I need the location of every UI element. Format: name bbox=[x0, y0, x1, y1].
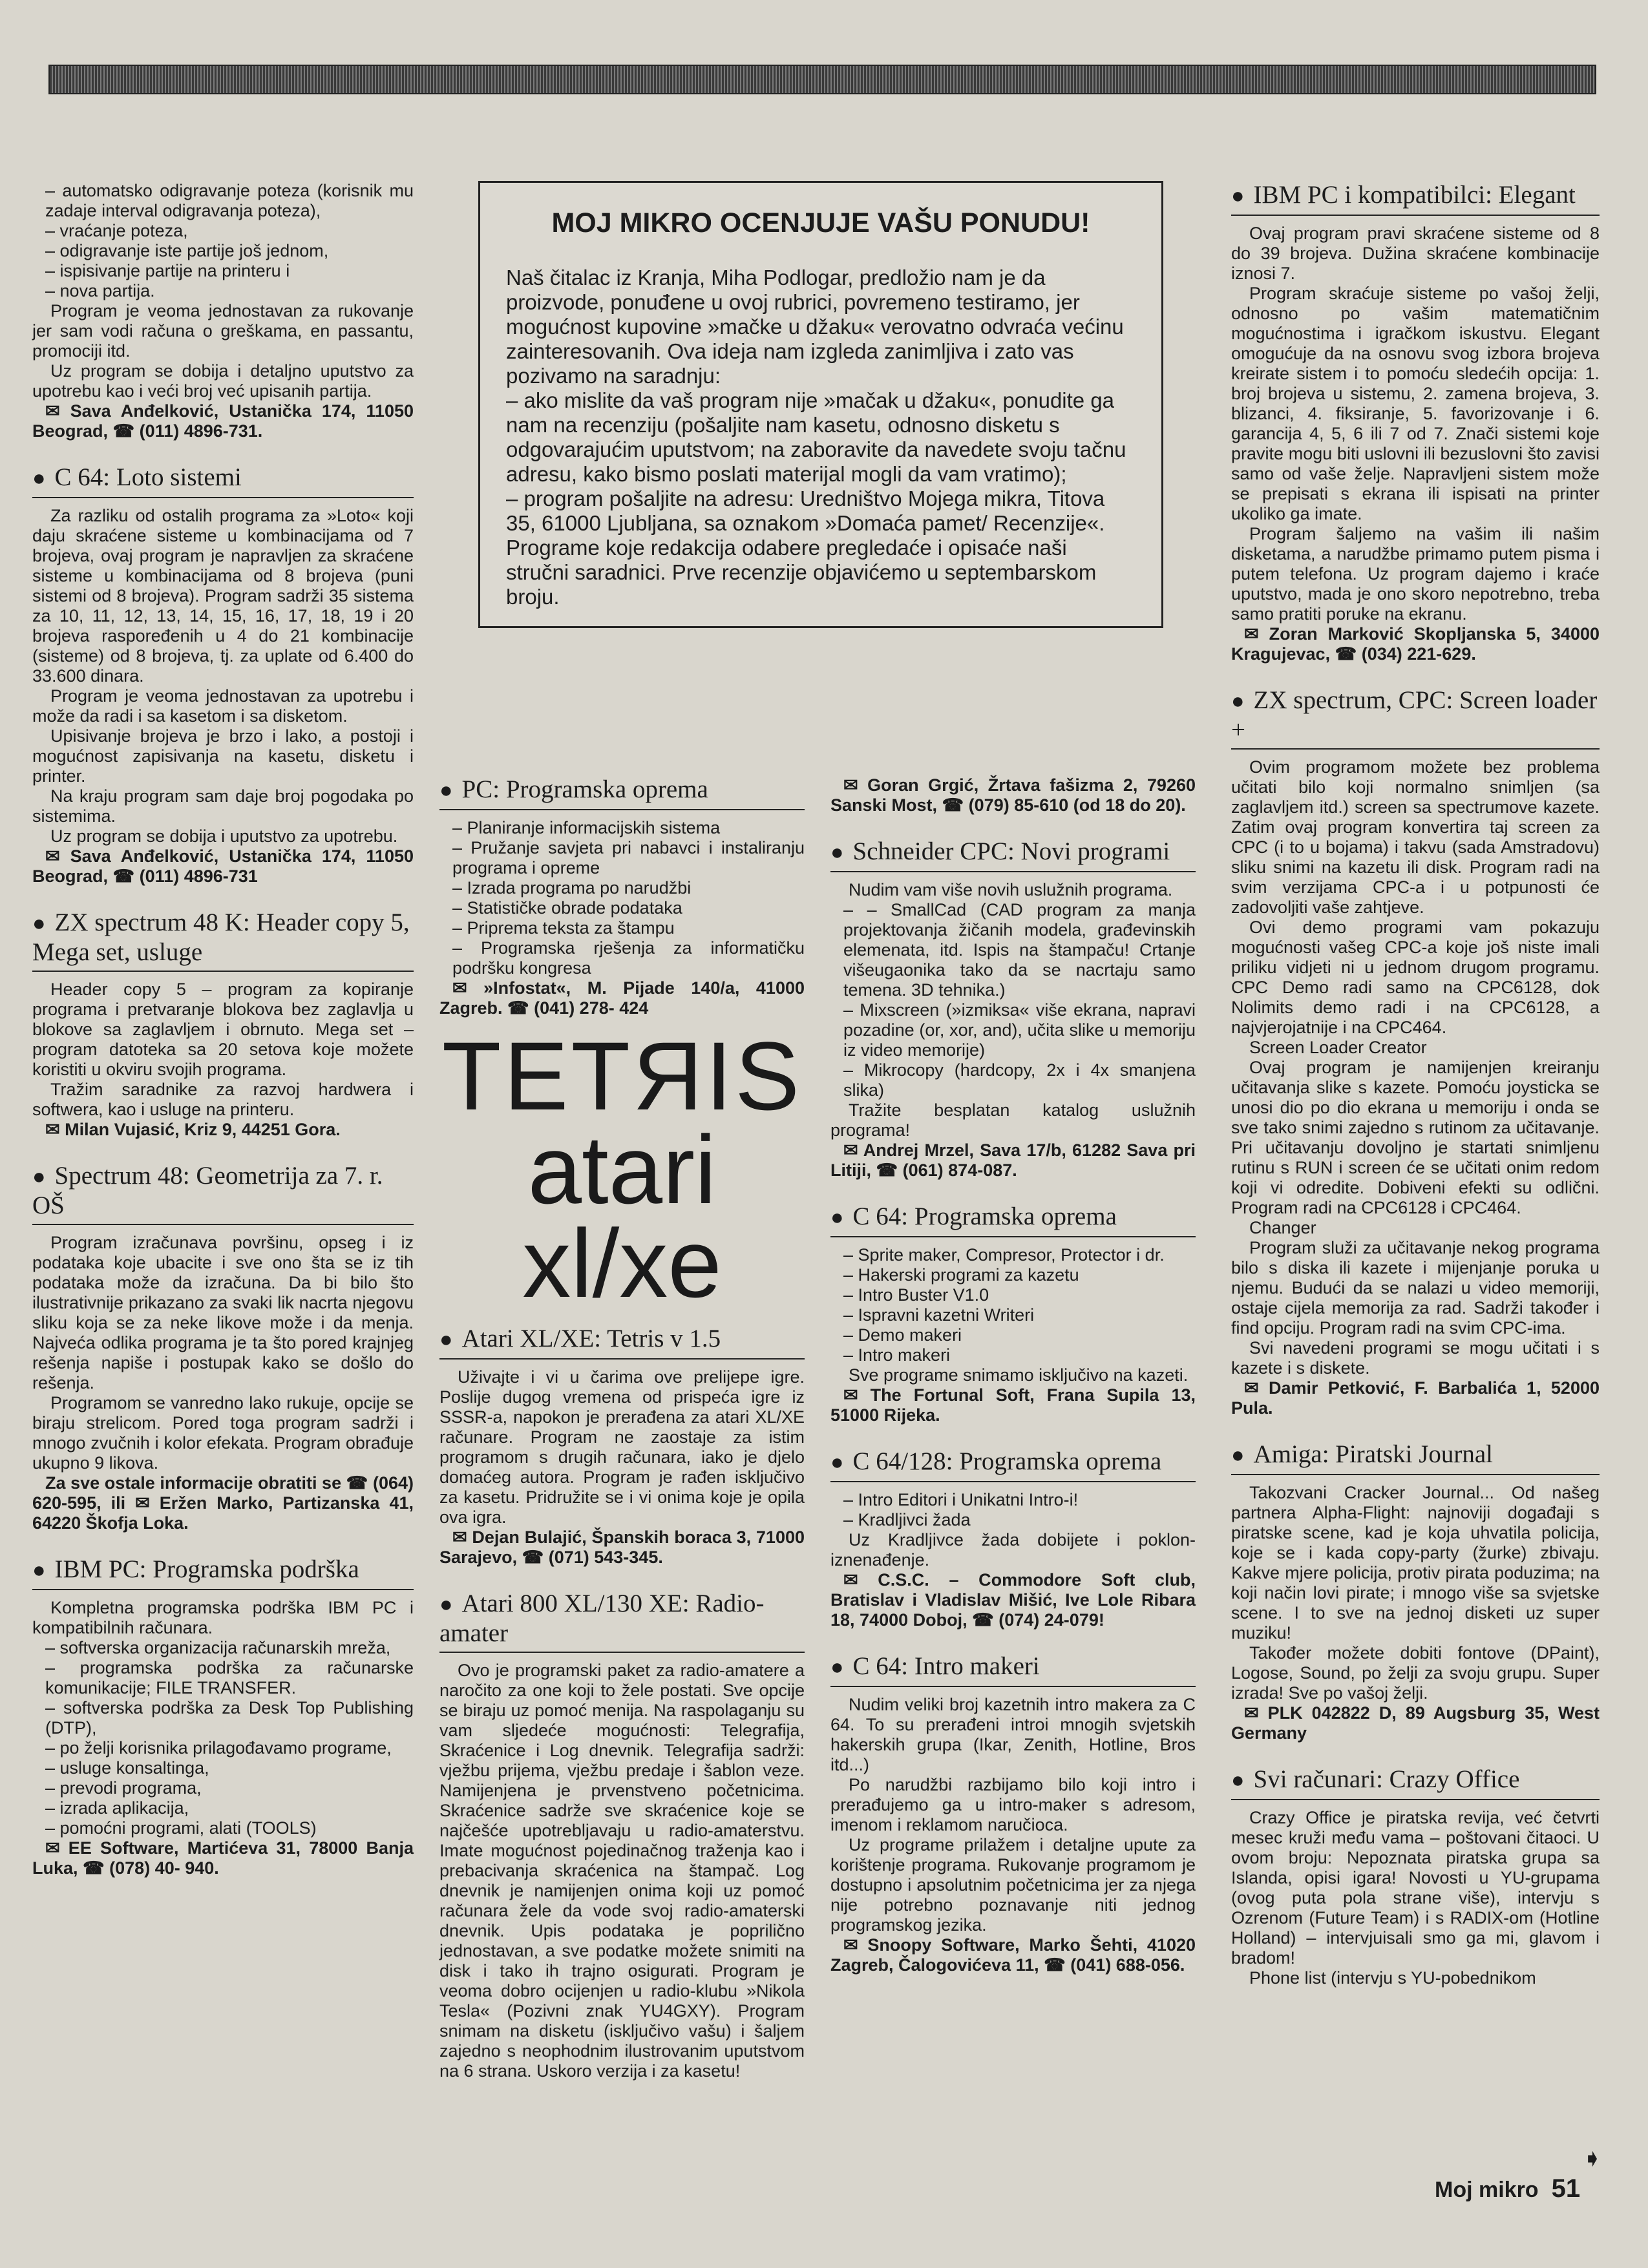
article-contact: ✉ PLK 042822 D, 89 Augsburg 35, West Germany bbox=[1231, 1703, 1600, 1743]
article-paragraph: Uz Kradljivce žada dobijete i poklon-iznenađenje. bbox=[830, 1530, 1196, 1570]
column-1-sections bbox=[32, 463, 414, 1878]
article-paragraph: Ovaj program pravi skraćene sisteme od 8 do 39 brojeva. Dužina skraćene kombinacije iznosi 7. bbox=[1231, 224, 1600, 283]
column-2a-sections-2 bbox=[439, 1325, 805, 2081]
article-title-text: Spectrum 48: Geometrija za 7. r. OŠ bbox=[32, 1162, 383, 1219]
article-title bbox=[439, 1590, 805, 1653]
article-section bbox=[1231, 686, 1600, 1418]
article-title bbox=[1231, 1765, 1600, 1800]
article-title bbox=[32, 463, 414, 498]
bullet-icon: ● bbox=[830, 1206, 844, 1230]
article-paragraph: Program izračunava površinu, opseg i iz podataka koje ubacite i sve ono šta se iz tih podataka može da izračuna. Da bi bilo što ilustrativnije prikazano za svaki lik nacrta njegovu sliku koja se za neke likove može i da menja. Najveća odlika programa je ta što pored krajnjeg rešenja napiše i postupak kako se došlo do rešenja. bbox=[32, 1233, 414, 1392]
article-contact: ✉ EE Software, Martićeva 31, 78000 Banja Luka, ☎ (078) 40- 940. bbox=[32, 1838, 414, 1878]
article-contact: ✉ Sava Anđelković, Ustanička 174, 11050 Beograd, ☎ (011) 4896-731 bbox=[32, 846, 414, 886]
article-paragraph: – Kradljivci žada bbox=[843, 1510, 971, 1529]
article-paragraph: – prevodi programa, bbox=[45, 1778, 202, 1798]
tetris-logo-line-1: TETЯIS bbox=[441, 1022, 803, 1130]
article-paragraph: Crazy Office je piratska revija, već četvrti mesec kruži među vama – poštovani čitaoci. U ovom broju: Nepoznata piratska grupa sa Islanda, opisi igara! Novosti u YU-grupama (ovog puta pola strane više), intervju s Ozrenom (Future Team) i s RADIX-om (Hotline Holland) – intervjuisali smo ga mi, glavom i bradom! bbox=[1231, 1808, 1600, 1968]
article-paragraph: – softverska podrška za Desk Top Publishing (DTP), bbox=[45, 1698, 414, 1738]
article-body bbox=[439, 1661, 805, 2081]
notice-body bbox=[506, 266, 1136, 609]
article-paragraph: Programom se vanredno lako rukuje, opcije se biraju strelicom. Pored toga program sadrži i mnogo zvučnih i kolor efekata. Program obrađuje ukupno 9 likova. bbox=[32, 1393, 414, 1473]
article-paragraph: – Programska rješenja za informatičku podršku kongresa bbox=[452, 938, 805, 978]
article-title-text: C 64: Loto sistemi bbox=[54, 463, 242, 491]
article-body bbox=[1231, 1483, 1600, 1743]
article-paragraph: Changer bbox=[1249, 1218, 1316, 1237]
bullet-icon: ● bbox=[830, 1655, 844, 1679]
bullet-icon: ● bbox=[32, 912, 46, 936]
article-body bbox=[32, 1233, 414, 1533]
article-body bbox=[830, 1490, 1196, 1630]
intro-line: – automatsko odigravanje poteza (korisnik mu zadaje interval odigravanja poteza), bbox=[45, 181, 414, 220]
article-contact: ✉ C.S.C. – Commodore Soft club, Bratislav i Vladislav Mišić, Ive Lole Ribara 18, 74000 Doboj, ☎ (074) 24-079! bbox=[830, 1570, 1196, 1630]
column-2b bbox=[830, 750, 1196, 1984]
article-paragraph: Uživajte i vi u čarima ove prelijepe igre. Poslije dugog vremena od prispeća igre iz SSSR-a, napokon je prerađena za atari XL/XE računare. Program ne zaostaje za istim programom s drugih računara, iako je djelo domaćeg autora. Program je rađen isključivo za kasetu. Pridružite se i vi onima koje je opila ova igra. bbox=[439, 1367, 805, 1527]
notice-paragraph: Naš čitalac iz Kranja, Miha Podlogar, predložio nam je da proizvode, ponuđene u ovoj rubrici, povremeno testiramo, jer mogućnost kupovine »mačke u džaku« verovatno odvraća većinu zainteresovanih. Ova ideja nam izgleda zanimljiva i zato vas pozivamo na saradnju: bbox=[506, 266, 1124, 388]
article-paragraph: Na kraju program sam daje broj pogodaka po sistemima. bbox=[32, 786, 414, 826]
bullet-icon: ● bbox=[830, 841, 844, 865]
notice-title: MOJ MIKRO OCENJUJE VAŠU PONUDU! bbox=[551, 207, 1090, 238]
article-title bbox=[1231, 686, 1600, 750]
article-section bbox=[439, 1325, 805, 1568]
article-contact: ✉ Dejan Bulajić, Španskih boraca 3, 71000 Sarajevo, ☎ (071) 543-345. bbox=[439, 1528, 805, 1567]
article-body bbox=[1231, 224, 1600, 664]
article-paragraph: Nudim veliki broj kazetnih intro makera za C 64. To su prerađeni introi mnogih svjetskih hakerskih grupa (Ikar, Zenith, Hotline, Bros itd...) bbox=[830, 1695, 1196, 1774]
article-section bbox=[1231, 1765, 1600, 1988]
page-footer bbox=[1435, 2174, 1580, 2203]
article-paragraph: – Pripremа teksta za štampu bbox=[452, 918, 675, 938]
article-paragraph: Također možete dobiti fontove (DPaint), Logose, Sound, po želji za svoju grupu. Super izrada! Sve po vašoj želji. bbox=[1231, 1643, 1600, 1703]
article-body bbox=[830, 1695, 1196, 1975]
tetris-logo-line-3: xl/xe bbox=[522, 1209, 722, 1318]
article-section bbox=[830, 1652, 1196, 1975]
article-paragraph: Program skraćuje sisteme po vašoj želji, odnosno po vašim matematičnim mogućnostima i igračkom iskustvu. Elegant omogućuje da na osnovu svog izbora brojeva kreirate sistem i to pomoću sledećih opcija: 1. broj brojeva u sistemu, 2. zamena brojeva, 3. blizanci, 4. fiksiranje, 5. favorizovanje i 6. garancija 4, 5, 6 ili 7 od 7. Znači sistemi koje pravite mogu biti uslovni ili bezuslovni što zavisi samo od vaše želje. Napravljeni sistem može se prepisati s ekrana ili ispisati na printer ukoliko ga imate. bbox=[1231, 284, 1600, 523]
intro-paragraph: Uz program se dobija i detaljno uputstvo za upotrebu kao i veći broj već upisanih partija. bbox=[32, 361, 414, 401]
article-title-text: Schneider CPC: Novi programi bbox=[852, 837, 1170, 865]
bullet-icon: ● bbox=[32, 467, 46, 490]
article-paragraph: Svi navedeni programi se mogu učitati i s kazete i s diskete. bbox=[1231, 1338, 1600, 1378]
article-title-text: Atari XL/XE: Tetris v 1.5 bbox=[461, 1325, 721, 1352]
article-paragraph: – Intro makeri bbox=[843, 1345, 951, 1365]
article-body bbox=[1231, 757, 1600, 1418]
intro-block bbox=[32, 181, 414, 441]
article-contact: Za sve ostale informacije obratiti se ☎ (064) 620-595, ili ✉ Eržen Marko, Partizanska 41, 64220 Škofja Loka. bbox=[32, 1473, 414, 1533]
article-section bbox=[830, 1447, 1196, 1630]
intro-line: – vraćanje poteza, bbox=[45, 221, 188, 240]
bullet-icon: ● bbox=[830, 1451, 844, 1475]
intro-line: – odigravanje iste partije još jednom, bbox=[45, 241, 329, 260]
top-decorative-bar bbox=[48, 65, 1596, 94]
article-paragraph: Sve programe snimamo isključivo na kazeti. bbox=[849, 1365, 1188, 1385]
article-paragraph: – Pružanje savjeta pri nabavci i instaliranju programa i opreme bbox=[452, 838, 805, 877]
article-paragraph: Upisivanje brojeva je brzo i lako, a postoji i mogućnost zapisivanja na kasetu, disketu i printer. bbox=[32, 726, 414, 786]
article-title-text: ZX spectrum 48 K: Header copy 5, Mega set, usluge bbox=[32, 908, 410, 966]
intro-line: – nova partija. bbox=[45, 281, 155, 300]
article-body bbox=[830, 880, 1196, 1181]
article-paragraph: Po narudžbi razbijamo bilo koji intro i prerađujemo ga u intro-maker s adresom, imenom i reklamom naručioca. bbox=[830, 1775, 1196, 1834]
article-section bbox=[830, 1202, 1196, 1425]
article-paragraph: – Statističke obrade podataka bbox=[452, 898, 682, 918]
article-contact: ✉ Andrej Mrzel, Sava 17/b, 61282 Sava pri Litiji, ☎ (061) 874-087. bbox=[830, 1140, 1196, 1180]
article-paragraph: Header copy 5 – program za kopiranje programa i pretvaranje blokova bez zaglavlja u blokove sa zaglavljem i obrnuto. Mega set – program datoteka sa 20 setova koje možete koristiti u okviru svojih programa. bbox=[32, 980, 414, 1079]
article-paragraph: – Demo makeri bbox=[843, 1325, 962, 1345]
tetris-logo-line-2: atari bbox=[527, 1115, 717, 1224]
column-2a bbox=[439, 750, 805, 2090]
article-paragraph: – Intro Editori i Unikatni Intro-i! bbox=[843, 1490, 1079, 1509]
article-body bbox=[32, 506, 414, 887]
article-title bbox=[32, 1162, 414, 1225]
article-title-text: C 64: Intro makeri bbox=[852, 1652, 1040, 1680]
article-title-text: C 64: Programska oprema bbox=[852, 1202, 1117, 1230]
article-paragraph: – Intro Buster V1.0 bbox=[843, 1285, 989, 1305]
article-paragraph: – Ispravni kazetni Writeri bbox=[843, 1305, 1035, 1325]
intro-paragraph: Program je veoma jednostavan za rukovanje jer sam vodi računa o greškama, en passantu, promociji itd. bbox=[32, 301, 414, 361]
article-paragraph: – Planiranje informacijskih sistema bbox=[452, 818, 721, 837]
article-title-text: ZX spectrum, CPC: Screen loader + bbox=[1231, 686, 1598, 744]
bullet-icon: ● bbox=[1231, 1769, 1245, 1792]
bullet-icon: ● bbox=[1231, 184, 1245, 208]
article-body bbox=[32, 1598, 414, 1878]
article-paragraph: Program služi za učitavanje nekog programa bilo s diska ili kazete i mijenjanje poruka u njemu. Budući da se nalazi u video memoriji, ostaje cijela memorija za rad. Sadrži također i find opciju. Program radi na svim CPC-ima. bbox=[1231, 1238, 1600, 1338]
article-title-text: Svi računari: Crazy Office bbox=[1253, 1765, 1520, 1793]
article-contact: ✉ »Infostat«, M. Pijade 140/a, 41000 Zagreb. ☎ (041) 278- 424 bbox=[439, 978, 805, 1018]
column-4 bbox=[1231, 181, 1600, 1997]
article-paragraph: – pomoćni programi, alati (TOOLS) bbox=[45, 1818, 317, 1838]
continue-arrow-icon: ➧ bbox=[1582, 2145, 1603, 2172]
notice-paragraph: Programe koje redakcija odabere pregledaće i opisaće naši stručni saradnici. Prve recenzije objavićemo u septembarskom broju. bbox=[506, 536, 1097, 609]
bullet-icon: ● bbox=[439, 1593, 453, 1617]
article-paragraph: – izrada aplikacija, bbox=[45, 1798, 189, 1818]
article-title bbox=[830, 1447, 1196, 1482]
article-section bbox=[32, 908, 414, 1140]
article-title-text: Amiga: Piratski Journal bbox=[1253, 1440, 1494, 1468]
article-body bbox=[439, 818, 805, 1018]
article-title bbox=[439, 775, 805, 810]
article-paragraph: Screen Loader Creator bbox=[1249, 1038, 1427, 1057]
article-title bbox=[1231, 181, 1600, 216]
article-section bbox=[830, 837, 1196, 1181]
article-paragraph: Ovo je programski paket za radio-amatere a naročito za one koji to žele postati. Sve opcije se biraju uz pomoć menija. Na raspolaganju su vam sljedeće mogućnosti: Telegrafija, Skraćenice i Log dnevnik. Telegrafija sadrži: vježbu prijema, vježbu predaje i šablon veze. Namijenjena je prvenstveno početnicima. Skraćenice sadrže sve skraćenice koje se najčešće upotrebljavaju u radio-amaterstvu. Imate mogućnost pojedinačnog traženja kao i prebacivanja skraćenica na štampač. Log dnevnik je namijenjen onima koji uz pomoć računara žele da vode svoj radio-amaterski dnevnik. Upis podataka je poprilično jednostavan, a sve podatke možete snimiti na disk i tako ih trajno osigurati. Program je veoma dobro ocijenjen u radio-klubu »Nikola Tesla« (Pozivni znak YU4GXY). Program snimam na disketu (isključivo vašu) i šaljem zajedno s neophodnim ilustrovanim uputstvom na 6 strana. Uskoro verzija i za kasetu! bbox=[439, 1661, 805, 2081]
article-paragraph: Kompletna programska podrška IBM PC i kompatibilnih računara. bbox=[32, 1598, 414, 1637]
article-paragraph: Uz program se dobija i uputstvo za upotrebu. bbox=[50, 826, 398, 846]
article-title bbox=[830, 1652, 1196, 1687]
article-paragraph: – Mixscreen (»izmiksa« više ekrana, napravi pozadine (or, xor, and), učita slike u memoriju iz video memorije) bbox=[843, 1000, 1196, 1060]
article-paragraph: Ovim programom možete bez problema učitati bilo koji normalno snimljen (sa zaglavljem itd.) screen sa spectrumove kazete. Zatim ovaj program konvertira taj screen za CPC (i to u bojama) i takvu (sada Amstradovu) sliku snimi na kazetu ili disk. Program radi na svim verzijama CPC-a i u potpunosti će zadovoljiti vaše zahtjeve. bbox=[1231, 757, 1600, 917]
notice-paragraph: – ako mislite da vaš program nije »mačak u džaku«, ponudite ga nam na recenziju (pošaljite nam kasetu, odnosno disketu s odgovarajućim uputstvom; na zaboravite da navedete svoju tačnu adresu, kako bismo poslati materijal mogli da vam vratimo); bbox=[506, 388, 1126, 486]
article-paragraph: Ovaj program je namijenjen kreiranju učitavanja slike s kazete. Pomoću joysticka se unosi dio po dio ekrana u memoriju i onda se sve tako snimi zajedno s rutinom za učitavanje. Pri učitavanju dovoljno je startati snimljenu rutinu s RUN i screen će se učitati onim redom koji vi odredite. Dobiveni efekti su odlični. Program radi na CPC6128 i CPC464. bbox=[1231, 1058, 1600, 1217]
article-paragraph: – softverska organizacija računarskih mreža, bbox=[45, 1638, 391, 1657]
article-body bbox=[439, 1367, 805, 1568]
article-paragraph: – Izrada programa po narudžbi bbox=[452, 878, 692, 898]
top-contact: ✉ Goran Grgić, Žrtava fašizma 2, 79260 Sanski Most, ☎ (079) 85-610 (od 18 do 20). bbox=[830, 775, 1196, 815]
article-paragraph: Program šaljemo na vašim ili našim disketama, a narudžbe primamo putem pisma i putem telefona. Uz program dajemo i kraće uputstvo, mada je ono skoro nepotrebno, treba samo pratiti poruke na ekranu. bbox=[1231, 524, 1600, 624]
article-section bbox=[1231, 1440, 1600, 1743]
intro-contact: ✉ Sava Anđelković, Ustanička 174, 11050 Beograd, ☎ (011) 4896-731. bbox=[32, 401, 414, 441]
article-body bbox=[32, 980, 414, 1140]
column-4-sections bbox=[1231, 181, 1600, 1988]
article-paragraph: – Mikrocopy (hardcopy, 2x i 4x smanjena slika) bbox=[843, 1060, 1196, 1100]
article-paragraph: – Sprite maker, Compresor, Protector i dr. bbox=[843, 1245, 1165, 1265]
article-paragraph: Nudim vam više novih uslužnih programa. bbox=[849, 880, 1173, 899]
article-section bbox=[32, 1162, 414, 1533]
article-title bbox=[439, 1325, 805, 1360]
article-title-text: IBM PC: Programska podrška bbox=[54, 1555, 359, 1583]
article-paragraph: Ovi demo programi vam pokazuju mogućnosti vašeg CPC-a koje još niste imali priliku vidjeti ni u jednom drugom programu. CPC Demo radi samo na CPC6128, dok Nolimits demo radi i na CPC6128, a najvjerojatnije i na CPC464. bbox=[1231, 918, 1600, 1037]
bullet-icon: ● bbox=[32, 1165, 46, 1189]
article-paragraph: – usluge konsaltinga, bbox=[45, 1758, 209, 1778]
article-section bbox=[32, 463, 414, 887]
column-2a-sections bbox=[439, 775, 805, 1018]
article-section bbox=[439, 775, 805, 1018]
article-title bbox=[32, 908, 414, 972]
column-2 bbox=[439, 181, 1196, 2081]
intro-line: – ispisivanje partije na printeru i bbox=[45, 261, 290, 280]
column-1 bbox=[32, 181, 414, 1887]
magazine-name: Moj mikro bbox=[1435, 2178, 1539, 2202]
page-number: 51 bbox=[1551, 2174, 1581, 2203]
article-paragraph: Tražim saradnike za razvoj hardwera i softwera, kao i usluge na printeru. bbox=[32, 1080, 414, 1119]
article-body bbox=[830, 1245, 1196, 1425]
article-title-text: PC: Programska oprema bbox=[461, 775, 708, 803]
article-contact: ✉ The Fortunal Soft, Frana Supila 13, 51000 Rijeka. bbox=[830, 1385, 1196, 1425]
article-paragraph: Phone list (intervju s YU-pobednikom bbox=[1249, 1968, 1536, 1988]
article-paragraph: – po želji korisnika prilagođavamo programe, bbox=[45, 1738, 392, 1758]
article-title-text: IBM PC i kompatibilci: Elegant bbox=[1253, 181, 1576, 209]
article-paragraph: – Hakerski programi za kazetu bbox=[843, 1265, 1079, 1285]
tetris-logo bbox=[439, 1022, 805, 1318]
article-title bbox=[32, 1555, 414, 1590]
article-contact: ✉ Milan Vujasić, Kriz 9, 44251 Gora. bbox=[45, 1120, 341, 1139]
article-paragraph: Za razliku od ostalih programa za »Loto« koji daju skraćene sisteme u kombinacijama od 7 brojeva, ovaj program je napravljen za skraćene sisteme u kombinacijama od 8 brojeva (puni sistemi od 8 brojeva). Program sadrži 35 sistema za 10, 11, 12, 13, 14, 15, 16, 17, 18, 19 i 20 brojeva raspoređenih u 4 do 21 kombinacije (sisteme) od 8 brojeva, tj. za uplate od 6.400 do 33.600 dinara. bbox=[32, 506, 414, 686]
article-contact: ✉ Damir Petković, F. Barbalića 1, 52000 Pula. bbox=[1231, 1378, 1600, 1418]
article-title bbox=[830, 1202, 1196, 1237]
article-title bbox=[1231, 1440, 1600, 1475]
notice-paragraph: – program pošaljite na adresu: Uredništvo Mojega mikra, Titova 35, 61000 Ljubljana, sa oznakom »Domaća pamet/ Recenzije«. bbox=[506, 487, 1105, 535]
article-paragraph: – programska podrška za računarske komunikacije; FILE TRANSFER. bbox=[45, 1658, 414, 1697]
bullet-icon: ● bbox=[1231, 1444, 1245, 1467]
article-paragraph: Uz programe prilažem i detaljne upute za korištenje programa. Rukovanje programom je dostupno i apsolutnim početnicima jer za njega nije potrebno poznavanje niti jednog programskog jezika. bbox=[830, 1835, 1196, 1935]
article-contact: ✉ Zoran Marković Skopljanska 5, 34000 Kragujevac, ☎ (034) 221-629. bbox=[1231, 624, 1600, 664]
article-paragraph: Takozvani Cracker Journal... Od našeg partnera Alpha-Flight: najnoviji događaji s piratske scene, kad je koja uhvatila policija, koje se i kada copy-party (žurke) zbivaju. Kakve mjere policija, protiv pirata poduzima; na koji način lovi pirate; i mnogo više sa svjetske scene. I to sve na jednoj disketi uz super muziku! bbox=[1231, 1483, 1600, 1643]
article-section bbox=[439, 1590, 805, 2081]
bullet-icon: ● bbox=[32, 1559, 46, 1582]
article-title-text: C 64/128: Programska oprema bbox=[852, 1447, 1162, 1475]
article-title-text: Atari 800 XL/130 XE: Radio-amater bbox=[439, 1590, 765, 1647]
article-body bbox=[1231, 1808, 1600, 1988]
notice-box bbox=[478, 181, 1163, 628]
article-contact: ✉ Snoopy Software, Marko Šehti, 41020 Zagreb, Čalogovićeva 11, ☎ (041) 688-056. bbox=[830, 1935, 1196, 1975]
article-paragraph: – – SmallCad (CAD program za manja projektovanja žičanih modela, građevinskih elemenata, itd. Ispis na štampaču! Crtanje višeugaonika tako da se nacrtaju samo temena. 3D tehnika.) bbox=[843, 900, 1196, 1000]
article-paragraph: Program je veoma jednostavan za upotrebu i može da radi i sa kasetom i sa disketom. bbox=[32, 686, 414, 726]
article-title bbox=[830, 837, 1196, 872]
article-section bbox=[1231, 181, 1600, 664]
bullet-icon: ● bbox=[439, 779, 453, 803]
bullet-icon: ● bbox=[1231, 689, 1245, 713]
bullet-icon: ● bbox=[439, 1328, 453, 1352]
article-paragraph: Tražite besplatan katalog uslužnih programa! bbox=[830, 1100, 1196, 1140]
column-2b-sections bbox=[830, 837, 1196, 1975]
article-section bbox=[32, 1555, 414, 1878]
